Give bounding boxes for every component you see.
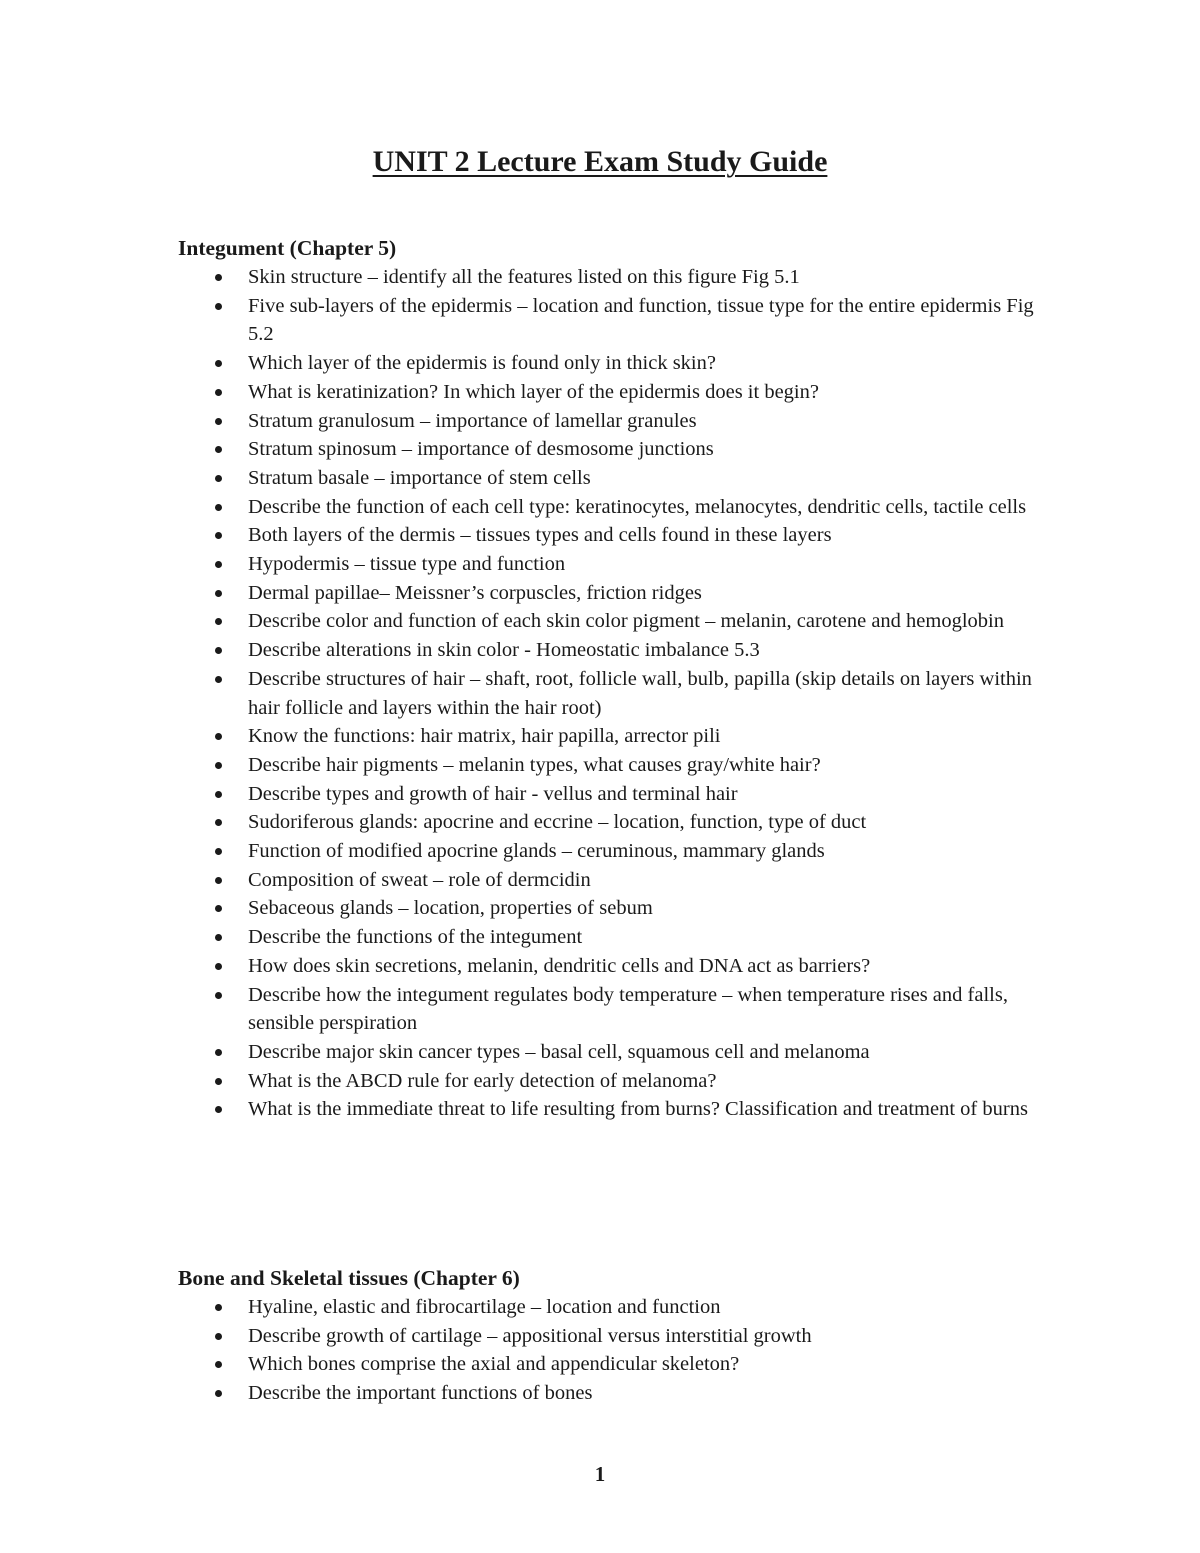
bullet-icon <box>215 1390 222 1397</box>
list-item <box>178 1038 1058 1067</box>
list-item-text: Skin structure – identify all the features listed on this figure Fig 5.1 <box>248 266 800 288</box>
bullet-icon <box>215 504 222 511</box>
list-item-text: Both layers of the dermis – tissues types and cells found in these layers <box>248 524 832 547</box>
bullet-icon <box>215 877 222 884</box>
list-item-text: Function of modified apocrine glands – ceruminous, mammary glands <box>248 840 825 863</box>
section-bone-skeletal <box>178 1264 1058 1408</box>
list-item-text: Describe alterations in skin color - Homeostatic imbalance 5.3 <box>248 639 760 662</box>
list-item-text: Describe how the integument regulates body temperature – when temperature rises and falls, sensible perspiration <box>248 983 1008 1035</box>
bullet-icon <box>215 360 222 367</box>
bullet-icon <box>215 1049 222 1056</box>
list-item-text: Which bones comprise the axial and appendicular skeleton? <box>248 1353 740 1376</box>
bullet-icon <box>215 676 222 683</box>
list-item <box>178 1350 1058 1379</box>
list-item <box>178 636 1058 665</box>
list-item-text: How does skin secretions, melanin, dendritic cells and DNA act as barriers? <box>248 954 871 977</box>
bullet-icon <box>215 618 222 625</box>
list-item <box>178 464 1058 493</box>
list-item <box>178 780 1058 809</box>
list-item <box>178 1293 1058 1322</box>
list-item-text: Sudoriferous glands: apocrine and eccrine – location, function, type of duct <box>248 811 867 834</box>
list-item-text: Stratum spinosum – importance of desmosome junctions <box>248 438 714 461</box>
bullet-list <box>178 1293 1058 1408</box>
list-item <box>178 493 1058 522</box>
bullet-icon <box>215 532 222 539</box>
list-item-text: Five sub-layers of the epidermis – location and function, tissue type for the entire epidermis Fig 5.2 <box>248 294 1034 346</box>
list-item-text: Describe growth of cartilage – appositional versus interstitial growth <box>248 1324 812 1347</box>
list-item-text: Describe structures of hair – shaft, root, follicle wall, bulb, papilla (skip details on layers within hair follicle and layers within the hair root) <box>248 667 1032 719</box>
list-item <box>178 521 1058 550</box>
list-item <box>178 1067 1058 1096</box>
list-item <box>178 894 1058 923</box>
list-item-text: What is the immediate threat to life resulting from burns? Classification and treatment of burns <box>248 1098 1028 1121</box>
list-item-text: Describe the function of each cell type: keratinocytes, melanocytes, dendritic cells, tactile cells <box>248 495 1027 518</box>
page-title: UNIT 2 Lecture Exam Study Guide <box>372 145 828 178</box>
list-item <box>178 378 1058 407</box>
bullet-icon <box>215 762 222 769</box>
bullet-icon <box>215 992 222 999</box>
list-item <box>178 435 1058 464</box>
bullet-icon <box>215 819 222 826</box>
list-item <box>178 292 1058 349</box>
list-item <box>178 751 1058 780</box>
list-item <box>178 866 1058 895</box>
list-item <box>178 665 1058 722</box>
bullet-icon <box>215 1304 222 1311</box>
list-item <box>178 263 1058 292</box>
list-item <box>178 607 1058 636</box>
bullet-icon <box>215 446 222 453</box>
bullet-icon <box>215 418 222 425</box>
list-item-text: Describe the functions of the integument <box>248 926 583 949</box>
bullet-icon <box>215 561 222 568</box>
bullet-icon <box>215 733 222 740</box>
list-item-text: Sebaceous glands – location, properties of sebum <box>248 897 653 920</box>
bullet-icon <box>215 590 222 597</box>
bullet-icon <box>215 1361 222 1368</box>
list-item <box>178 981 1058 1038</box>
list-item <box>178 550 1058 579</box>
list-item <box>178 1095 1058 1124</box>
bullet-icon <box>215 1106 222 1113</box>
bullet-icon <box>215 905 222 912</box>
list-item <box>178 407 1058 436</box>
list-item <box>178 808 1058 837</box>
list-item <box>178 952 1058 981</box>
list-item-text: Stratum granulosum – importance of lamellar granules <box>248 409 697 432</box>
list-item-text: Describe types and growth of hair - vellus and terminal hair <box>248 782 738 805</box>
bullet-icon <box>215 791 222 798</box>
list-item-text: Describe major skin cancer types – basal cell, squamous cell and melanoma <box>248 1040 870 1063</box>
list-item <box>178 837 1058 866</box>
list-item-text: Know the functions: hair matrix, hair papilla, arrector pili <box>248 725 721 748</box>
bullet-list <box>178 263 1058 1124</box>
list-item-text: Stratum basale – importance of stem cells <box>248 466 591 489</box>
bullet-icon <box>215 389 222 396</box>
list-item-text: Composition of sweat – role of dermcidin <box>248 868 591 891</box>
list-item <box>178 1322 1058 1351</box>
section-integument <box>178 234 1058 1124</box>
list-item-text: Describe the important functions of bones <box>248 1382 593 1405</box>
bullet-icon <box>215 303 222 310</box>
bullet-icon <box>215 475 222 482</box>
bullet-icon <box>215 963 222 970</box>
list-item-text: Describe color and function of each skin color pigment – melanin, carotene and hemoglobin <box>248 610 1004 633</box>
section-heading: Integument (Chapter 5) <box>178 236 397 260</box>
bullet-icon <box>215 848 222 855</box>
list-item <box>178 1379 1058 1408</box>
bullet-icon <box>215 1333 222 1340</box>
list-item-text: Hyaline, elastic and fibrocartilage – location and function <box>248 1296 721 1318</box>
list-item-text: What is the ABCD rule for early detection of melanoma? <box>248 1069 717 1092</box>
list-item-text: Describe hair pigments – melanin types, what causes gray/white hair? <box>248 753 821 776</box>
list-item-text: Dermal papillae– Meissner’s corpuscles, friction ridges <box>248 581 702 604</box>
list-item-text: Hypodermis – tissue type and function <box>248 553 566 576</box>
bullet-icon <box>215 647 222 654</box>
bullet-icon <box>215 1078 222 1085</box>
list-item-text: What is keratinization? In which layer of the epidermis does it begin? <box>248 380 819 403</box>
list-item <box>178 923 1058 952</box>
bullet-icon <box>215 274 222 281</box>
list-item <box>178 579 1058 608</box>
section-heading: Bone and Skeletal tissues (Chapter 6) <box>178 1266 520 1290</box>
list-item <box>178 349 1058 378</box>
page-number: 1 <box>594 1462 606 1486</box>
list-item-text: Which layer of the epidermis is found only in thick skin? <box>248 352 716 375</box>
bullet-icon <box>215 934 222 941</box>
list-item <box>178 722 1058 751</box>
